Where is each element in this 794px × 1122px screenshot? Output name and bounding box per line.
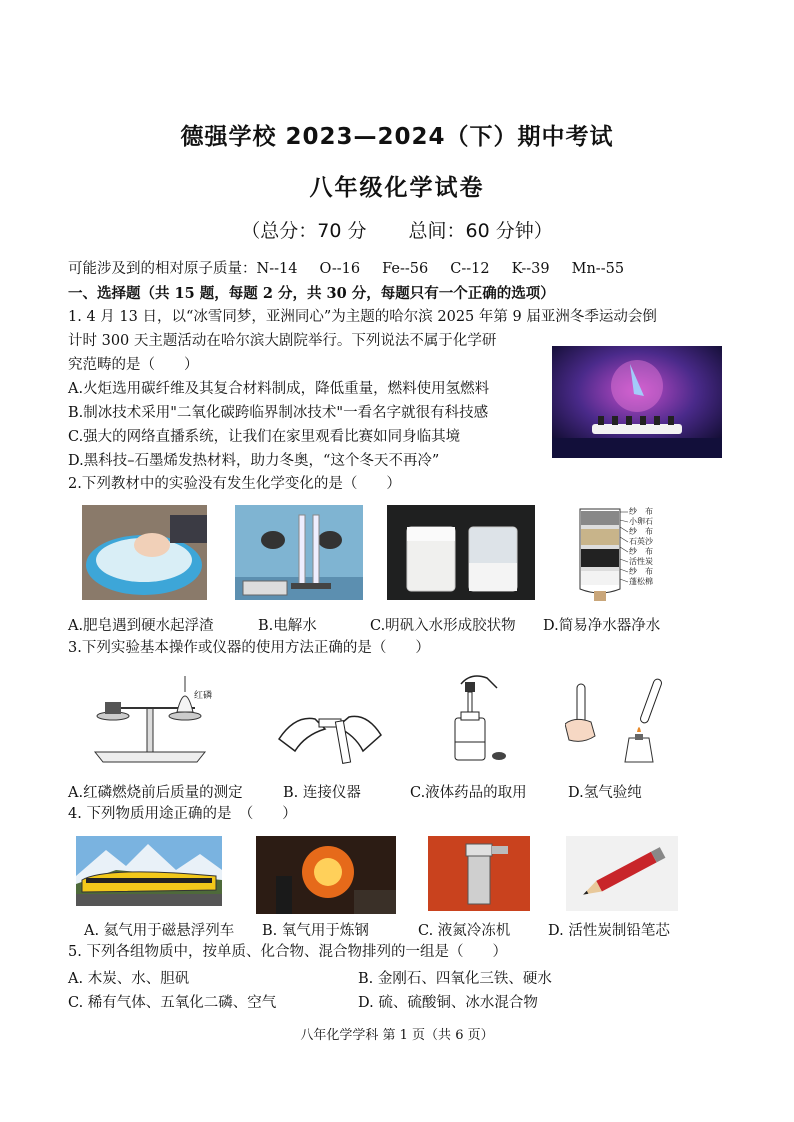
total-score: （总分：70 分 bbox=[241, 220, 367, 242]
q4-option-b: B. 氧气用于炼钢 bbox=[262, 923, 369, 939]
q1-stem-line3: 究范畴的是（ ） bbox=[68, 357, 199, 373]
atomic-mass-fe: Fe--56 bbox=[382, 261, 429, 277]
q4-liquid-nitrogen-freezer-photo bbox=[428, 836, 530, 911]
page-footer: 八年化学学科 第 1 页（共 6 页） bbox=[300, 1028, 494, 1043]
q1-ceremony-photo bbox=[552, 346, 722, 458]
q2-option-c: C.明矾入水形成胶状物 bbox=[370, 618, 516, 634]
q4-maglev-train-photo bbox=[76, 836, 222, 906]
q5-stem: 5. 下列各组物质中，按单质、化合物、混合物排列的一组是（ ） bbox=[68, 944, 507, 960]
q3-option-d: D.氢气验纯 bbox=[568, 785, 642, 801]
q2-soap-basin-photo bbox=[82, 505, 207, 600]
atomic-mass-k: K--39 bbox=[511, 261, 550, 277]
filter-label-6: 活性炭 bbox=[629, 557, 653, 566]
filter-label-3: 纱 布 bbox=[629, 527, 653, 536]
atomic-mass-n: N--14 bbox=[256, 261, 298, 277]
atomic-mass-c: C--12 bbox=[450, 261, 490, 277]
filter-label-1: 纱 布 bbox=[629, 507, 653, 516]
total-time: 总间：60 分钟） bbox=[408, 220, 553, 242]
q4-stem: 4. 下列物质用途正确的是 （ ） bbox=[68, 806, 297, 822]
q4-pencil-photo bbox=[566, 836, 678, 911]
q3-option-a: A.红磷燃烧前后质量的测定 bbox=[68, 785, 243, 801]
q3-liquid-dropper-diagram bbox=[447, 672, 512, 767]
q1-option-d: D.黑科技–石墨烯发热材料，助力冬奥，“这个冬天不再冷” bbox=[68, 453, 440, 469]
exam-subtitle: 八年级化学试卷 bbox=[309, 175, 485, 201]
score-time-line bbox=[0, 216, 794, 243]
filter-label-4: 石英沙 bbox=[629, 537, 653, 546]
q3-option-b: B. 连接仪器 bbox=[283, 785, 361, 801]
q4-option-a: A. 氦气用于磁悬浮列车 bbox=[84, 923, 235, 939]
q2-water-filter-diagram bbox=[570, 505, 680, 605]
q4-option-d: D. 活性炭制铅笔芯 bbox=[548, 923, 670, 939]
q5-option-a: A. 木炭、水、胆矾 bbox=[68, 971, 190, 987]
q4-option-c: C. 液氮冷冻机 bbox=[418, 923, 511, 939]
filter-label-7: 纱 布 bbox=[629, 567, 653, 576]
q2-electrolysis-photo bbox=[235, 505, 363, 600]
atomic-mass-o: O--16 bbox=[319, 261, 361, 277]
section1-title: 一、选择题（共 15 题，每题 2 分，共 30 分，每题只有一个正确的选项） bbox=[68, 285, 555, 302]
q2-option-a: A.肥皂遇到硬水起浮渣 bbox=[68, 618, 214, 634]
q1-option-b: B.制冰技术采用"二氧化碳跨临界制冰技术"一看名字就很有科技感 bbox=[68, 405, 489, 421]
q3-connect-instrument-diagram bbox=[275, 695, 385, 765]
balance-label: 红磷 bbox=[194, 691, 213, 701]
q5-option-c: C. 稀有气体、五氧化二磷、空气 bbox=[68, 995, 277, 1011]
q1-option-c: C.强大的网络直播系统，让我们在家里观看比赛如同身临其境 bbox=[68, 429, 461, 445]
atomic-mass-line bbox=[68, 259, 624, 279]
filter-label-2: 小卵石 bbox=[629, 517, 653, 526]
q4-steelmaking-photo bbox=[256, 836, 396, 914]
q5-option-d: D. 硫、硫酸铜、冰水混合物 bbox=[358, 995, 538, 1011]
atomic-mass-label: 可能涉及到的相对原子质量： bbox=[68, 261, 257, 277]
q3-balance-diagram bbox=[85, 672, 215, 764]
q5-option-b: B. 金刚石、四氧化三铁、硬水 bbox=[358, 971, 552, 987]
q2-alum-beakers-photo bbox=[387, 505, 535, 600]
filter-label-8: 蓬松棉 bbox=[629, 577, 653, 586]
q2-option-b: B.电解水 bbox=[258, 618, 317, 634]
q3-option-c: C.液体药品的取用 bbox=[410, 785, 527, 801]
atomic-mass-mn: Mn--55 bbox=[571, 261, 625, 277]
q1-option-a: A.火炬选用碳纤维及其复合材料制成，降低重量，燃料使用氢燃料 bbox=[68, 381, 490, 397]
filter-label-5: 纱 布 bbox=[629, 547, 653, 556]
q1-stem-line2: 计时 300 天主题活动在哈尔滨大剧院举行。下列说法不属于化学研 bbox=[68, 333, 497, 349]
exam-title: 德强学校 2023—2024（下）期中考试 bbox=[180, 124, 614, 150]
q2-option-d: D.简易净水器净水 bbox=[543, 618, 661, 634]
q3-hydrogen-test-diagram bbox=[565, 672, 665, 767]
q2-stem: 2.下列教材中的实验没有发生化学变化的是（ ） bbox=[68, 476, 401, 492]
q3-stem: 3.下列实验基本操作或仪器的使用方法正确的是（ ） bbox=[68, 640, 430, 656]
q1-stem-line1: 1. 4 月 13 日，以“冰雪同梦，亚洲同心”为主题的哈尔滨 2025 年第 9 届亚洲冬季运动会倒 bbox=[68, 309, 657, 325]
